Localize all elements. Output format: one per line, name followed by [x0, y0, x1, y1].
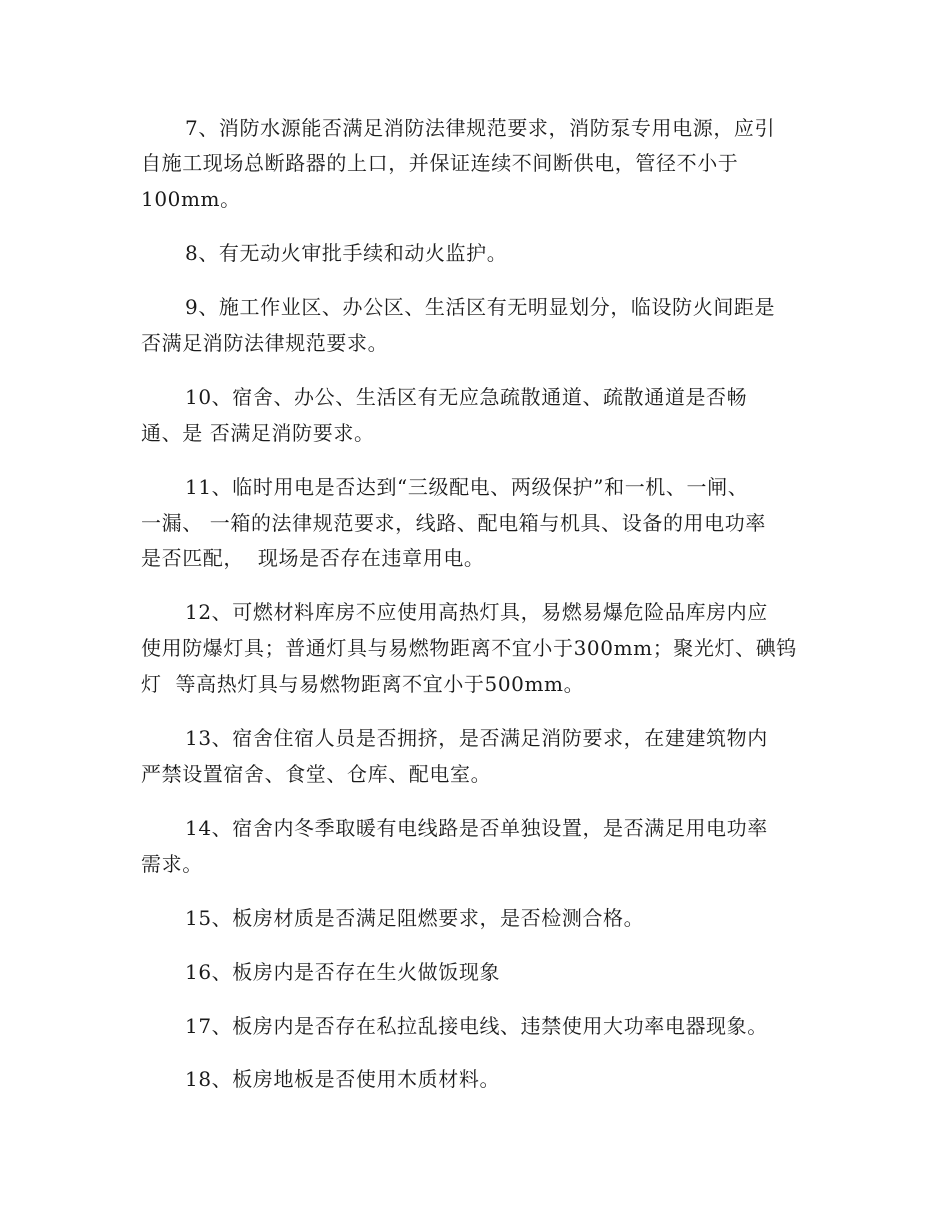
paragraph-9-line-1: 9、施工作业区、办公区、生活区有无明显划分，临设防火间距是 — [185, 295, 776, 319]
paragraph-13-line-2: 严禁设置宿舍、食堂、仓库、配电室。 — [141, 762, 492, 786]
paragraph-11-line-3: 是否匹配， 现场是否存在违章用电。 — [141, 546, 485, 570]
paragraph-11-line-2: 一漏、 一箱的法律规范要求，线路、配电箱与机具、设备的用电功率 — [141, 511, 766, 535]
paragraph-10-line-1: 10、宿舍、办公、生活区有无应急疏散通道、疏散通道是否畅 — [185, 385, 748, 409]
paragraph-15-line-1: 15、板房材质是否满足阻燃要求，是否检测合格。 — [185, 906, 645, 930]
paragraph-12-line-1: 12、可燃材料库房不应使用高热灯具，易燃易爆危险品库房内应 — [185, 600, 768, 624]
paragraph-7-line-2: 自施工现场总断路器的上口，并保证连续不间断供电，管径不小于 — [141, 151, 739, 175]
paragraph-11-line-1: 11、临时用电是否达到“三级配电、两级保护”和一机、一闸、 — [185, 475, 749, 499]
paragraph-7-line-1: 7、消防水源能否满足消防法律规范要求，消防泵专用电源，应引 — [185, 116, 776, 140]
paragraph-14-line-2: 需求。 — [141, 852, 203, 876]
paragraph-9-line-2: 否满足消防法律规范要求。 — [141, 331, 389, 355]
paragraph-12-line-3: 灯 等高热灯具与易燃物距离不宜小于500mm。 — [141, 672, 585, 696]
paragraph-18-line-1: 18、板房地板是否使用木质材料。 — [185, 1067, 501, 1091]
paragraph-8-line-1: 8、有无动火审批手续和动火监护。 — [185, 241, 508, 265]
paragraph-13-line-1: 13、宿舍住宿人员是否拥挤，是否满足消防要求，在建建筑物内 — [185, 726, 768, 750]
paragraph-16-line-1: 16、板房内是否存在生火做饭现象 — [185, 960, 501, 984]
paragraph-7-line-3: 100mm。 — [141, 187, 241, 211]
paragraph-12-line-2: 使用防爆灯具；普通灯具与易燃物距离不宜小于300mm；聚光灯、碘钨 — [141, 636, 797, 660]
paragraph-17-line-1: 17、板房内是否存在私拉乱接电线、违禁使用大功率电器现象。 — [185, 1014, 768, 1038]
paragraph-14-line-1: 14、宿舍内冬季取暖有电线路是否单独设置，是否满足用电功率 — [185, 816, 768, 840]
paragraph-10-line-2: 通、是 否满足消防要求。 — [141, 421, 375, 445]
